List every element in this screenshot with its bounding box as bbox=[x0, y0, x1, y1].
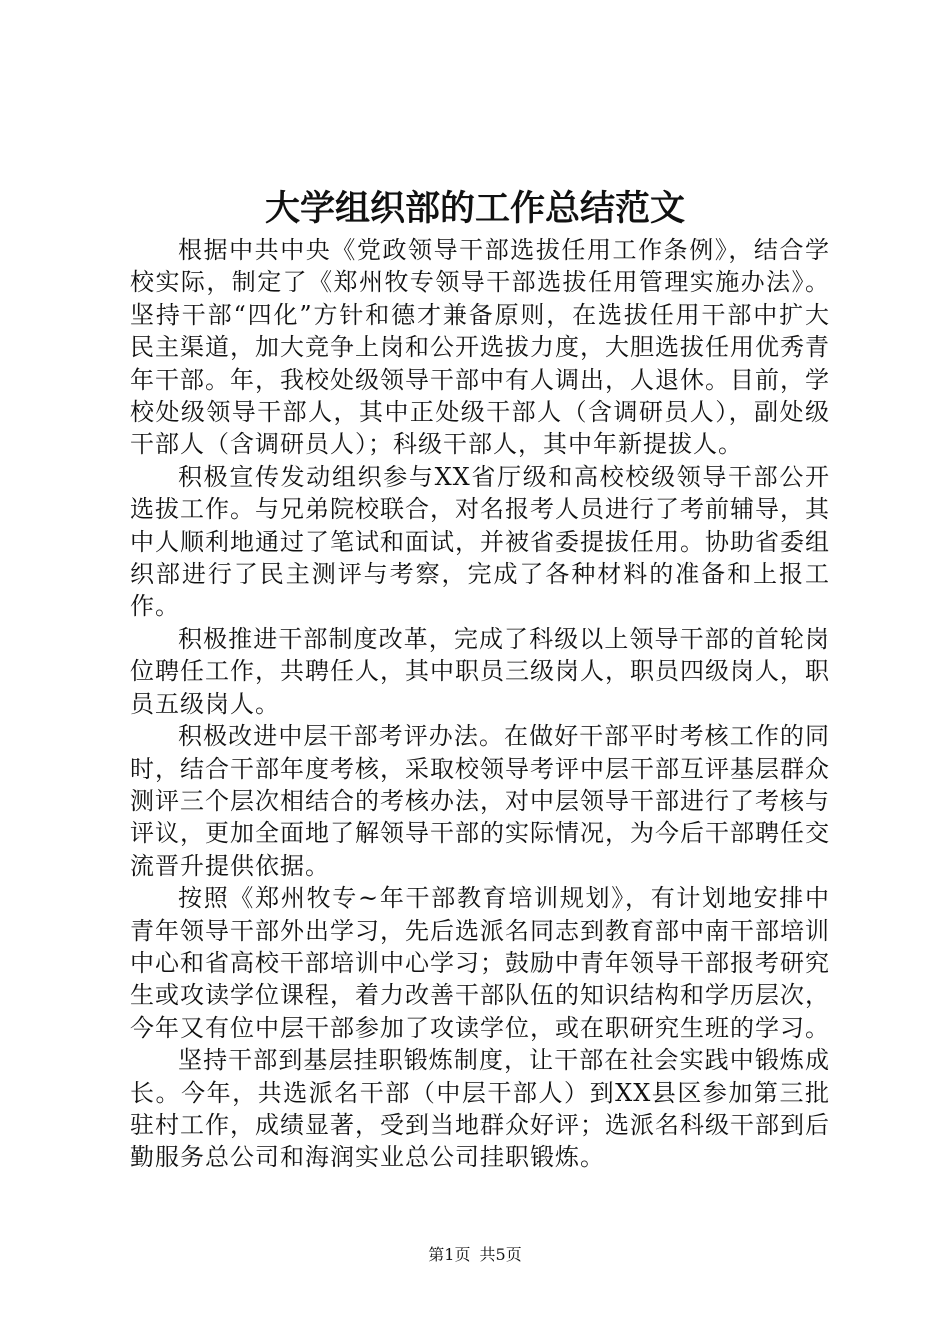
page-title: 大学组织部的工作总结范文 bbox=[264, 188, 685, 229]
paragraph-5: 按照《郑州牧专~年干部教育培训规划》，有计划地安排中青年领导干部外出学习，先后选派名同志到教育部中南干部培训中心和省高校干部培训中心学习；鼓励中青年领导干部报考研究生或攻读学位课程，着力改善干部队伍的知识结构和学历层次，今年又有位中层干部参加了攻读学位，或在职研究生班的学习。 bbox=[130, 884, 830, 1042]
paragraph-1: 根据中共中央《党政领导干部选拔任用工作条例》，结合学校实际，制定了《郑州牧专领导干部选拔任用管理实施办法》。坚持干部“四化”方针和德才兼备原则，在选拔任用干部中扩大民主渠道，加大竞争上岗和公开选拔力度，大胆选拔任用优秀青年干部。年，我校处级领导干部中有人调出，人退休。目前，学校处级领导干部人，其中正处级干部人（含调研员人），副处级干部人（含调研员人）；科级干部人，其中年新提拔人。 bbox=[130, 236, 830, 459]
paragraph-6: 坚持干部到基层挂职锻炼制度，让干部在社会实践中锻炼成长。今年，共选派名干部（中层干部人）到XX县区参加第三批驻村工作，成绩显著，受到当地群众好评；选派名科级干部到后勤服务总公司和海润实业总公司挂职锻炼。 bbox=[130, 1046, 830, 1172]
paragraph-2: 积极宣传发动组织参与XX省厅级和高校校级领导干部公开选拔工作。与兄弟院校联合，对名报考人员进行了考前辅导，其中人顺利地通过了笔试和面试，并被省委提拔任用。协助省委组织部进行了民主测评与考察，完成了各种材料的准备和上报工作。 bbox=[130, 462, 830, 621]
document-body bbox=[130, 234, 830, 1174]
page-footer bbox=[0, 1244, 950, 1266]
total-pages: 共5页 bbox=[479, 1245, 522, 1264]
paragraph-4: 积极改进中层干部考评办法。在做好干部平时考核工作的同时，结合干部年度考核，采取校领导考评中层干部互评基层群众测评三个层次相结合的考核办法，对中层领导干部进行了考核与评议，更加全面地了解领导干部的实际情况，为今后干部聘任交流晋升提供依据。 bbox=[130, 722, 830, 880]
page-number: 第1页 bbox=[428, 1245, 471, 1264]
paragraph-3: 积极推进干部制度改革，完成了科级以上领导干部的首轮岗位聘任工作，共聘任人，其中职员三级岗人，职员四级岗人，职员五级岗人。 bbox=[130, 624, 830, 718]
